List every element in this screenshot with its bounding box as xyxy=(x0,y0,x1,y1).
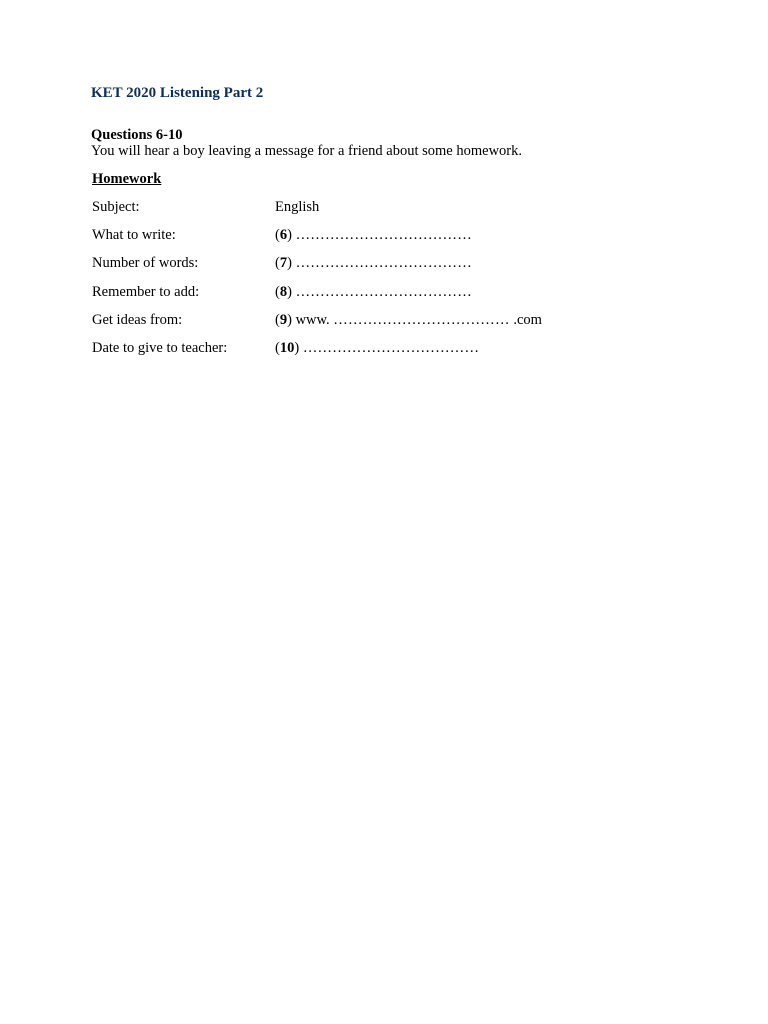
section-heading: Homework xyxy=(92,171,162,187)
blank-dots: ……………………………… xyxy=(295,283,472,300)
row-label: Remember to add: xyxy=(92,283,200,300)
instruction-text: You will hear a boy leaving a message for a friend about some homework. xyxy=(91,143,522,159)
blank-dots: ……………………………… xyxy=(302,339,480,356)
question-number: 8 xyxy=(279,283,288,300)
form-row-question-6 xyxy=(92,227,692,255)
answer-blank[interactable]: (9) www. ……………………………… .com xyxy=(275,311,542,328)
question-number: 10 xyxy=(279,339,295,356)
form-row-question-10 xyxy=(92,340,692,368)
url-prefix: www. xyxy=(295,311,330,328)
document-title: KET 2020 Listening Part 2 xyxy=(91,85,264,101)
form-row-question-9 xyxy=(92,312,692,340)
question-number: 7 xyxy=(279,255,288,272)
row-answer: English xyxy=(275,199,320,215)
blank-dots: ……………………………… xyxy=(333,311,510,328)
questions-heading: Questions 6-10 xyxy=(91,127,183,143)
question-number: 9 xyxy=(279,311,288,328)
form-row-question-7 xyxy=(92,255,692,283)
row-label: What to write: xyxy=(92,227,176,244)
answer-blank[interactable]: (10) ……………………………… xyxy=(275,339,480,356)
blank-dots: ……………………………… xyxy=(295,255,472,272)
row-label: Subject: xyxy=(92,199,140,215)
answer-blank[interactable]: (7) ……………………………… xyxy=(275,255,472,272)
row-label: Date to give to teacher: xyxy=(92,339,228,356)
question-number: 6 xyxy=(279,227,288,244)
answer-blank[interactable]: (6) ……………………………… xyxy=(275,227,472,244)
row-label: Get ideas from: xyxy=(92,311,183,328)
homework-form xyxy=(92,199,692,368)
blank-dots: ……………………………… xyxy=(295,227,472,244)
form-row-question-8 xyxy=(92,284,692,312)
url-suffix: .com xyxy=(513,311,542,328)
row-label: Number of words: xyxy=(92,255,199,272)
form-row-subject xyxy=(92,199,692,227)
answer-blank[interactable]: (8) ……………………………… xyxy=(275,283,472,300)
